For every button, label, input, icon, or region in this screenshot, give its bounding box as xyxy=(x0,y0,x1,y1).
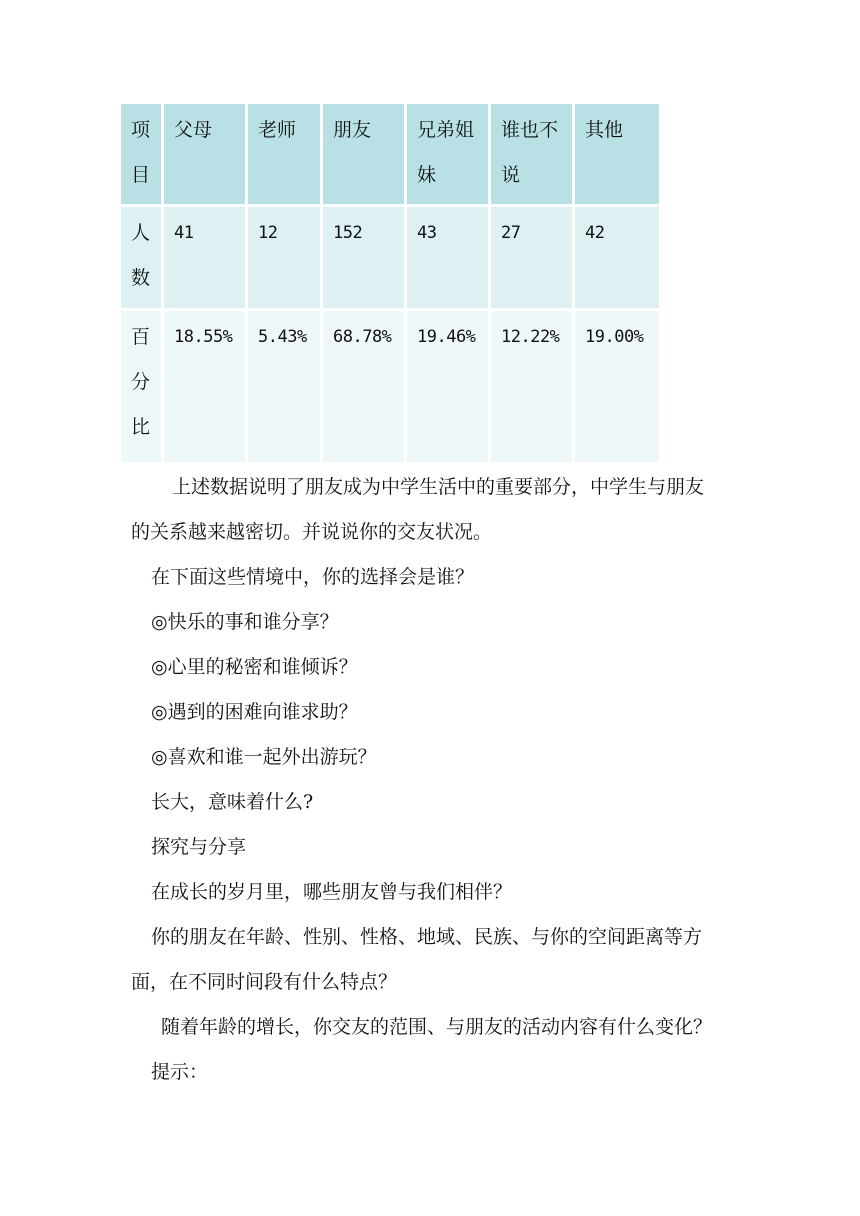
table-header-cell: 其他 xyxy=(575,104,659,207)
table-cell: 43 xyxy=(407,207,491,311)
row-label: 人数 xyxy=(121,207,164,311)
table-header-cell: 老师 xyxy=(248,104,323,207)
table-cell: 12 xyxy=(248,207,323,311)
table-row xyxy=(121,311,659,465)
paragraph-line: 上述数据说明了朋友成为中学生活中的重要部分，中学生与朋友 xyxy=(172,476,705,498)
table-cell: 42 xyxy=(575,207,659,311)
table-cell: 12.22% xyxy=(491,311,575,465)
paragraph-line: 在下面这些情境中，你的选择会是谁？ xyxy=(151,566,475,588)
table-cell: 19.46% xyxy=(407,311,491,465)
table-header-cell: 父母 xyxy=(164,104,248,207)
paragraph-line: 随着年龄的增长，你交友的范围、与朋友的活动内容有什么变化？ xyxy=(161,1016,713,1038)
question-item: ◎快乐的事和谁分享？ xyxy=(151,611,339,633)
table-cell: 152 xyxy=(323,207,407,311)
table-header-row xyxy=(121,104,659,207)
table-cell: 68.78% xyxy=(323,311,407,465)
table-cell: 41 xyxy=(164,207,248,311)
paragraph-line: 在成长的岁月里，哪些朋友曾与我们相伴？ xyxy=(151,881,513,903)
table-cell: 18.55% xyxy=(164,311,248,465)
question-item: ◎遇到的困难向谁求助？ xyxy=(151,701,358,723)
row-label: 百分比 xyxy=(121,311,164,465)
paragraph-line: 长大，意味着什么? xyxy=(151,791,314,813)
table-header-cell: 项目 xyxy=(121,104,164,207)
table-cell: 5.43% xyxy=(248,311,323,465)
table-cell: 19.00% xyxy=(575,311,659,465)
paragraph-line: 提示： xyxy=(151,1061,209,1083)
table-header-cell: 朋友 xyxy=(323,104,407,207)
paragraph-line: 你的朋友在年龄、性别、性格、地域、民族、与你的空间距离等方 xyxy=(151,926,703,948)
question-item: ◎心里的秘密和谁倾诉？ xyxy=(151,656,358,678)
table-header-cell: 谁也不说 xyxy=(491,104,575,207)
table-row xyxy=(121,207,659,311)
table-cell: 27 xyxy=(491,207,575,311)
section-heading: 探究与分享 xyxy=(151,836,247,858)
paragraph-line: 的关系越来越密切。并说说你的交友状况。 xyxy=(131,521,493,543)
paragraph-line: 面，在不同时间段有什么特点？ xyxy=(131,971,398,993)
table-header-cell: 兄弟姐妹 xyxy=(407,104,491,207)
survey-table xyxy=(121,104,659,465)
question-item: ◎喜欢和谁一起外出游玩？ xyxy=(151,746,377,768)
